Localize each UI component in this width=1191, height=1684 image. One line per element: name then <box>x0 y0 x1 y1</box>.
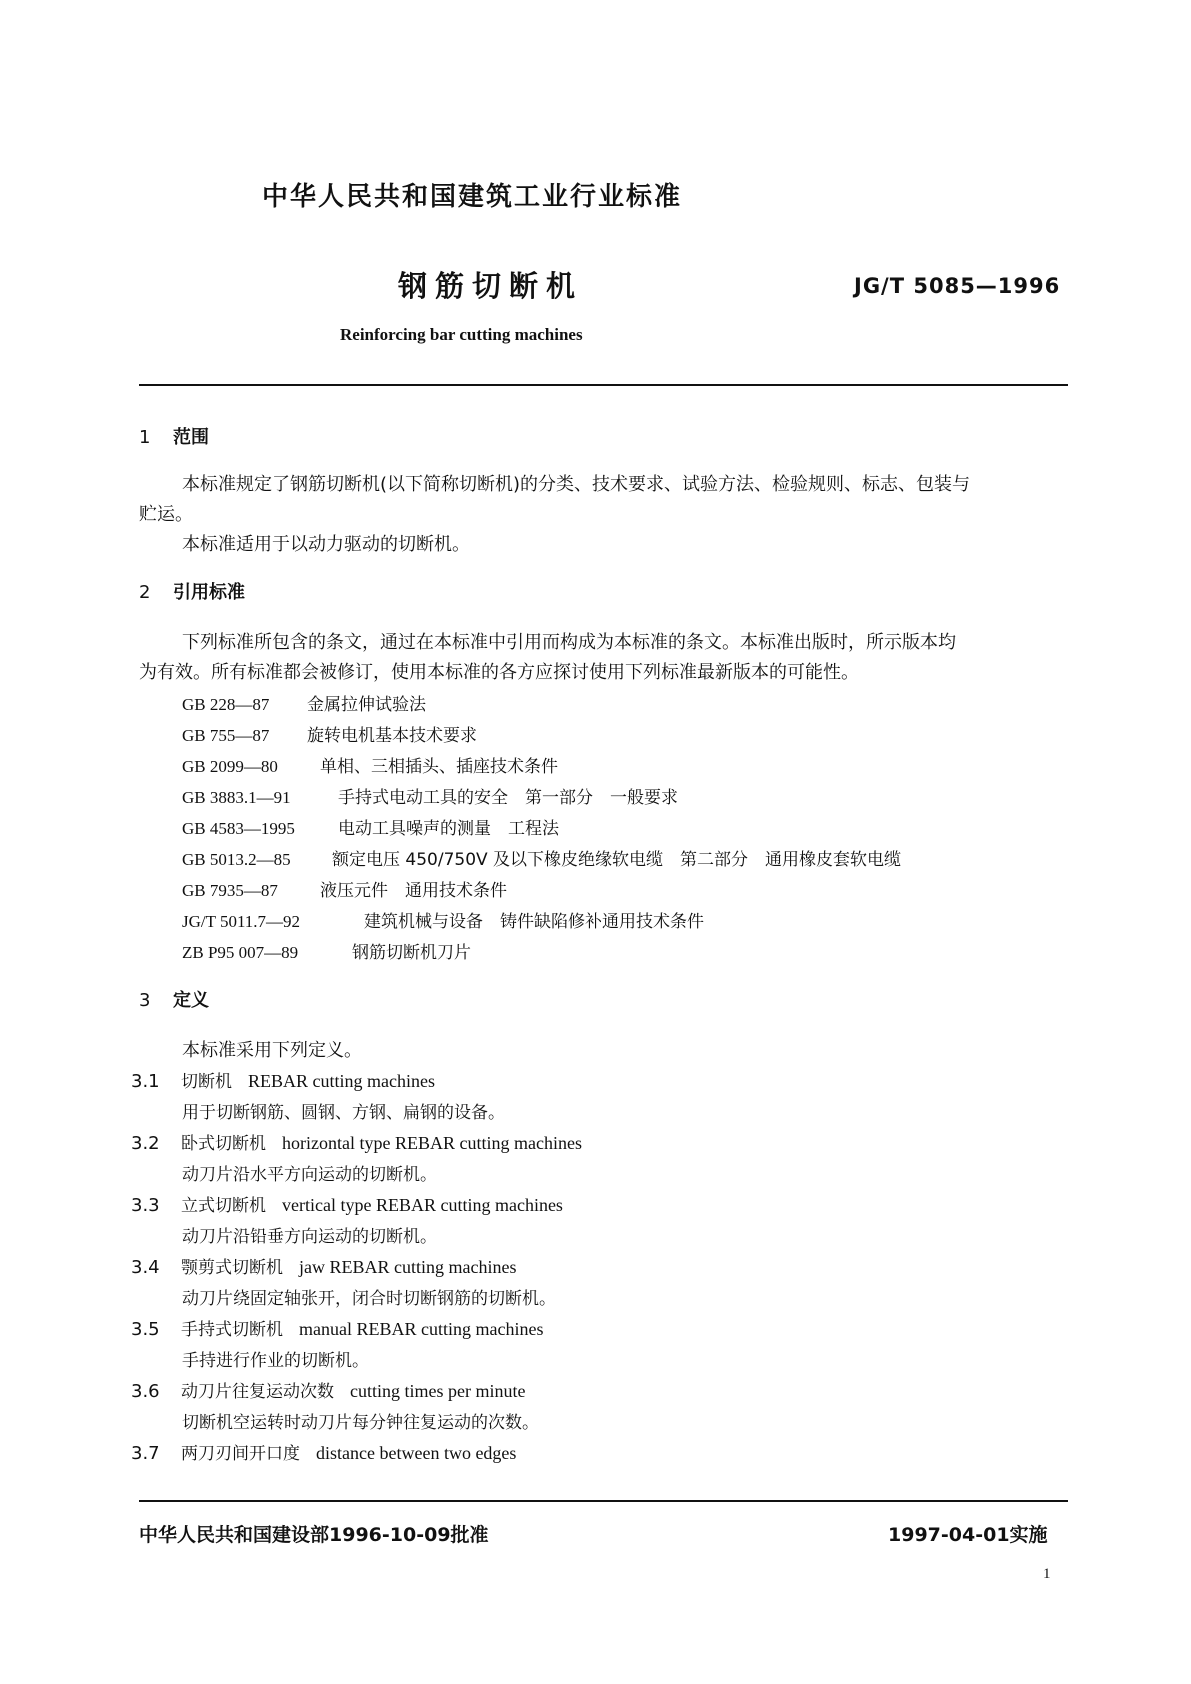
definition-description: 动刀片沿铅垂方向运动的切断机。 <box>182 1227 437 1247</box>
definition-term: 切断机 <box>181 1072 232 1092</box>
reference-item <box>182 814 559 839</box>
definition-number: 3.5 <box>131 1319 160 1340</box>
definition-term-en: manual REBAR cutting machines <box>299 1319 544 1339</box>
reference-title: 建筑机械与设备 铸件缺陷修补通用技术条件 <box>364 912 704 932</box>
reference-item <box>182 845 901 870</box>
issuer-heading: 中华人民共和国建筑工业行业标准 <box>262 182 683 212</box>
section-1-paragraph-line: 本标准规定了钢筋切断机(以下简称切断机)的分类、技术要求、试验方法、检验规则、标志、包装与 <box>182 474 971 495</box>
section-1-heading <box>139 423 209 449</box>
reference-title: 旋转电机基本技术要求 <box>307 726 477 746</box>
reference-title: 手持式电动工具的安全 第一部分 一般要求 <box>338 788 678 808</box>
document-title: 钢筋切断机 <box>398 269 584 303</box>
reference-item <box>182 690 426 715</box>
definition-item <box>131 1067 435 1092</box>
page-number: 1 <box>1043 1566 1051 1582</box>
reference-code: GB 755—87 <box>182 726 270 745</box>
definition-number: 3.4 <box>131 1257 160 1278</box>
reference-title: 电动工具噪声的测量 工程法 <box>338 819 559 839</box>
section-1-paragraph-line: 贮运。 <box>139 504 193 525</box>
definition-term: 颚剪式切断机 <box>181 1258 283 1278</box>
section-title: 范围 <box>173 427 209 448</box>
reference-title: 液压元件 通用技术条件 <box>320 881 507 901</box>
definition-number: 3.2 <box>131 1133 160 1154</box>
definition-item <box>131 1191 563 1216</box>
section-2-paragraph-line: 为有效。所有标准都会被修订，使用本标准的各方应探讨使用下列标准最新版本的可能性。 <box>139 662 859 683</box>
effective-date: 1997-04-01实施 <box>888 1524 1048 1546</box>
reference-code: ZB P95 007—89 <box>182 943 299 962</box>
approval-line: 中华人民共和国建设部1996-10-09批准 <box>139 1524 489 1546</box>
reference-item <box>182 752 558 777</box>
reference-item <box>182 907 704 932</box>
definition-item <box>131 1377 525 1402</box>
document-subtitle-en: Reinforcing bar cutting machines <box>340 325 583 344</box>
definition-term: 两刀刃间开口度 <box>181 1444 300 1464</box>
definition-term-en: cutting times per minute <box>350 1381 526 1401</box>
standard-code: JG/T 5085—1996 <box>854 274 1061 298</box>
header-rule <box>139 384 1068 386</box>
section-2-heading <box>139 578 245 604</box>
definition-description: 切断机空运转时动刀片每分钟往复运动的次数。 <box>182 1413 539 1433</box>
section-number: 2 <box>139 582 151 603</box>
definition-term-en: vertical type REBAR cutting machines <box>282 1195 563 1215</box>
section-number: 3 <box>139 990 151 1011</box>
definition-term: 手持式切断机 <box>181 1320 283 1340</box>
reference-item <box>182 721 477 746</box>
definition-number: 3.3 <box>131 1195 160 1216</box>
reference-code: JG/T 5011.7—92 <box>182 912 301 931</box>
reference-code: GB 7935—87 <box>182 881 278 900</box>
section-title: 定义 <box>173 990 209 1011</box>
reference-item <box>182 938 471 963</box>
definition-number: 3.6 <box>131 1381 160 1402</box>
reference-code: GB 3883.1—91 <box>182 788 291 807</box>
definition-term-en: REBAR cutting machines <box>248 1071 435 1091</box>
definition-term: 卧式切断机 <box>181 1134 266 1154</box>
definition-item <box>131 1439 516 1464</box>
reference-item <box>182 783 678 808</box>
definition-description: 动刀片沿水平方向运动的切断机。 <box>182 1165 437 1185</box>
reference-code: GB 4583—1995 <box>182 819 295 838</box>
section-1-paragraph: 本标准适用于以动力驱动的切断机。 <box>182 534 470 555</box>
definition-item <box>131 1253 516 1278</box>
definition-number: 3.7 <box>131 1443 160 1464</box>
section-3-heading <box>139 986 209 1012</box>
reference-code: GB 2099—80 <box>182 757 278 776</box>
reference-title: 单相、三相插头、插座技术条件 <box>320 757 558 777</box>
reference-code: GB 228—87 <box>182 695 270 714</box>
section-title: 引用标准 <box>173 582 245 603</box>
definition-term-en: jaw REBAR cutting machines <box>299 1257 517 1277</box>
definition-item <box>131 1129 582 1154</box>
definition-term: 动刀片往复运动次数 <box>181 1382 334 1402</box>
reference-code: GB 5013.2—85 <box>182 850 291 869</box>
definition-term-en: horizontal type REBAR cutting machines <box>282 1133 582 1153</box>
footer-rule <box>139 1500 1068 1502</box>
definition-term: 立式切断机 <box>181 1196 266 1216</box>
definition-description: 用于切断钢筋、圆钢、方钢、扁钢的设备。 <box>182 1103 505 1123</box>
section-3-intro: 本标准采用下列定义。 <box>182 1040 362 1061</box>
definition-item <box>131 1315 543 1340</box>
definition-description: 动刀片绕固定轴张开，闭合时切断钢筋的切断机。 <box>182 1289 556 1309</box>
reference-item <box>182 876 507 901</box>
reference-title: 金属拉伸试验法 <box>307 695 426 715</box>
reference-title: 额定电压 450/750V 及以下橡皮绝缘软电缆 第二部分 通用橡皮套软电缆 <box>332 850 902 870</box>
reference-title: 钢筋切断机刀片 <box>352 943 471 963</box>
definition-number: 3.1 <box>131 1071 160 1092</box>
section-2-paragraph-line: 下列标准所包含的条文，通过在本标准中引用而构成为本标准的条文。本标准出版时，所示版本均 <box>182 632 956 653</box>
definition-description: 手持进行作业的切断机。 <box>182 1351 369 1371</box>
section-number: 1 <box>139 427 151 448</box>
definition-term-en: distance between two edges <box>316 1443 517 1463</box>
